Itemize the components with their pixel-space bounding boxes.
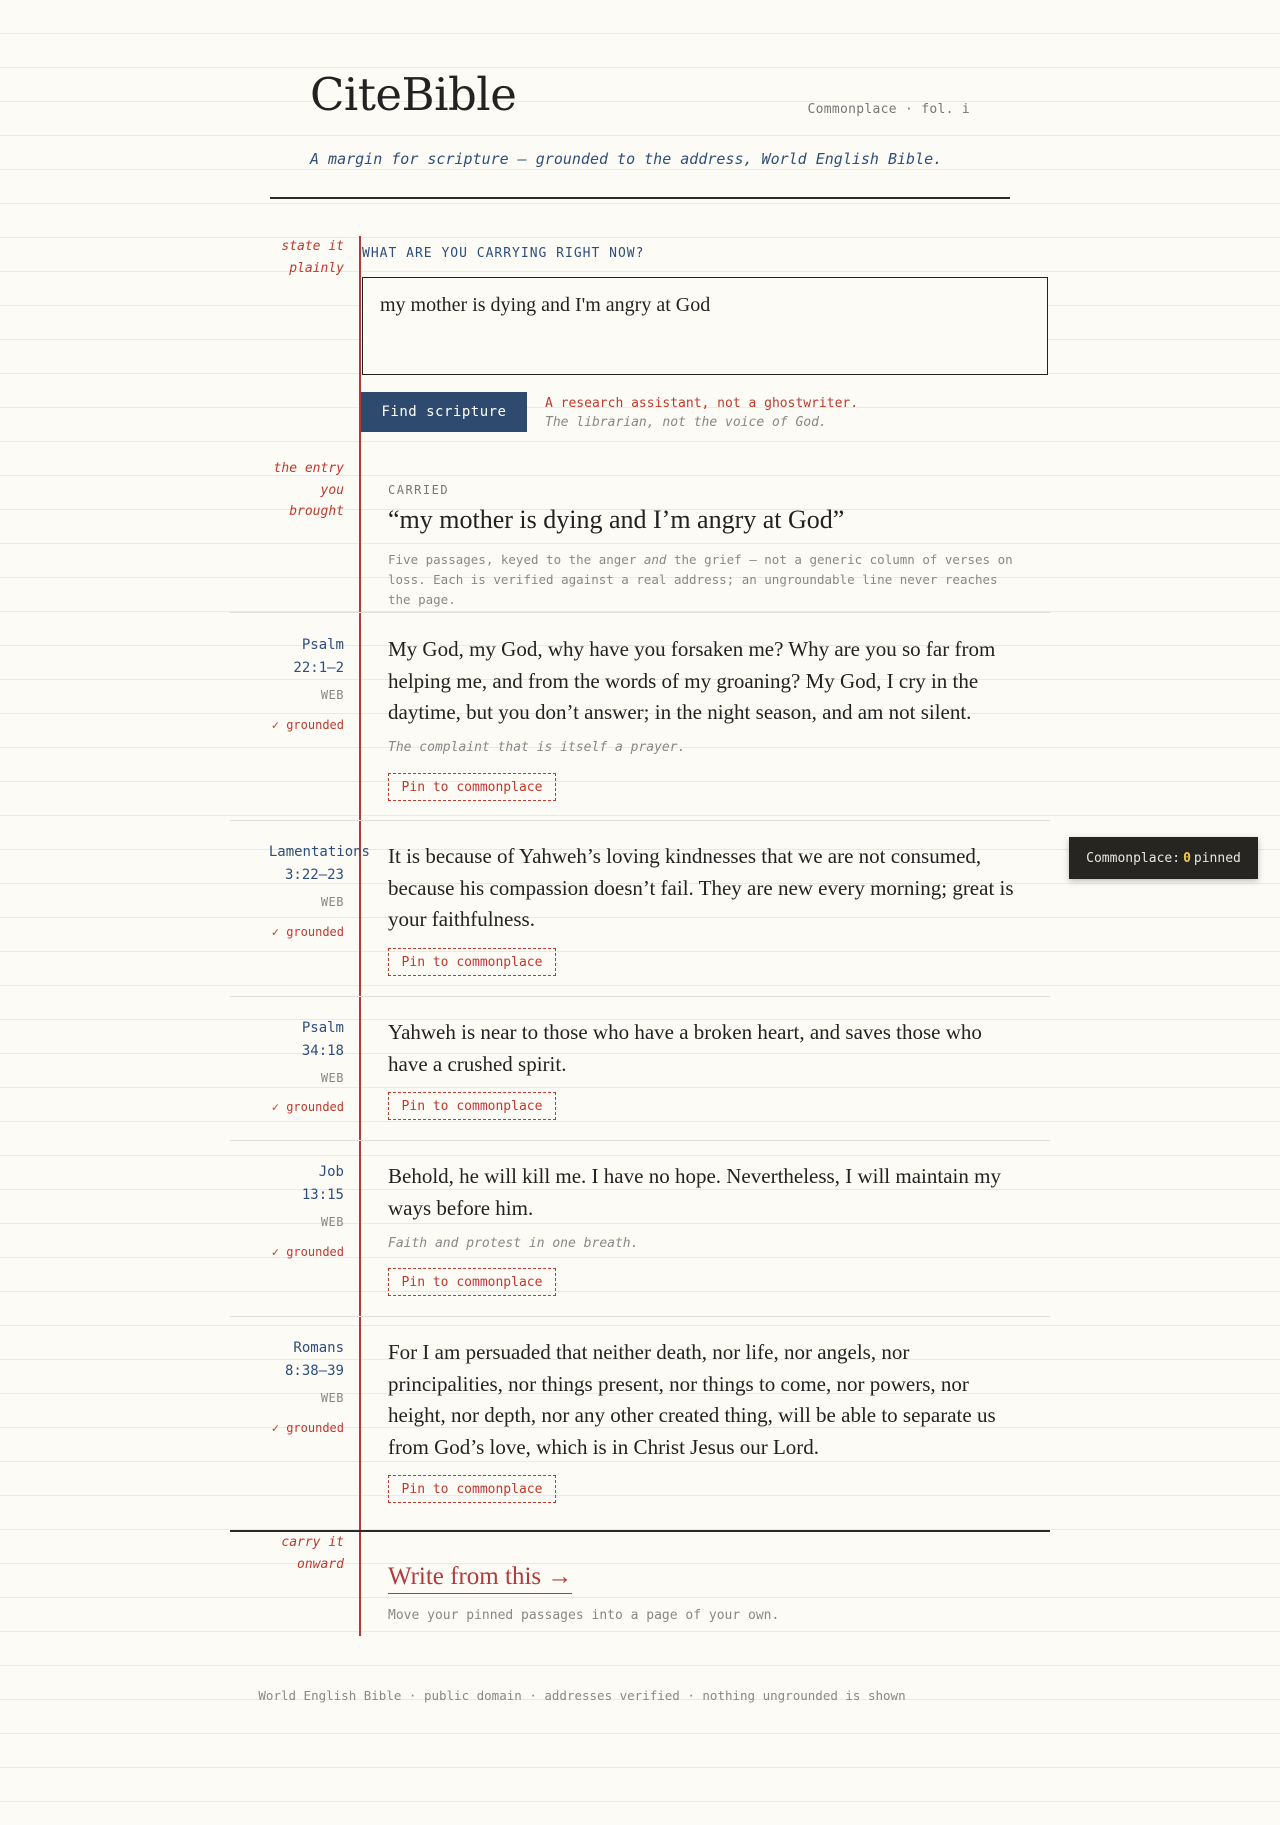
passage-reference: Lamentations 3:22–23: [268, 844, 370, 883]
passage-version: WEB: [320, 1071, 344, 1085]
pin-to-commonplace-button[interactable]: Pin to commonplace: [388, 1092, 556, 1120]
margin-note-state-it: state it plainly: [281, 239, 344, 276]
margin-note-onward: carry it onward: [281, 1535, 344, 1572]
passage-text: For I am persuaded that neither death, nor life, nor angels, nor principalities, nor things present, nor things to come, nor powers, nor height, nor depth, nor any other created thing, will be able to separate us from God’s love, which is in Christ Jesus our Lord.: [388, 1340, 996, 1459]
passage-text: My God, my God, why have you forsaken me? Why are you so far from helping me, and from the words of my groaning? My God, I cry in the daytime, but you don’t answer; in the night season, and am not silent.: [388, 637, 996, 724]
pin-to-commonplace-button[interactable]: Pin to commonplace: [388, 948, 556, 976]
passage-reference: Psalm 34:18: [301, 1020, 344, 1059]
divider: [230, 1316, 1050, 1317]
passage-version: WEB: [320, 895, 344, 909]
tagline: A margin for scripture — grounded to the address, World English Bible.: [310, 150, 943, 168]
pin-to-commonplace-button[interactable]: Pin to commonplace: [388, 1475, 556, 1503]
passage-note: The complaint that is itself a prayer.: [388, 740, 686, 755]
margin-line: [359, 236, 361, 1636]
pin-to-commonplace-button[interactable]: Pin to commonplace: [388, 1268, 556, 1296]
grounded-badge: ✓ grounded: [271, 1245, 344, 1259]
carried-quote: “my mother is dying and I’m angry at God”: [388, 505, 845, 534]
divider: [230, 820, 1050, 821]
disclaimer-line-1: A research assistant, not a ghostwriter.: [545, 396, 859, 411]
passage-reference: Psalm 22:1–2: [293, 637, 344, 676]
grounded-badge: ✓ grounded: [271, 925, 344, 939]
disclaimer-line-2: The librarian, not the voice of God.: [545, 415, 827, 430]
margin-note-entry: the entry you brought: [273, 461, 344, 519]
passage-reference: Romans 8:38–39: [284, 1340, 344, 1379]
write-from-this-subtext: Move your pinned passages into a page of your own.: [388, 1608, 780, 1623]
footer-text: World English Bible · public domain · addresses verified · nothing ungrounded is shown: [258, 1688, 906, 1703]
pinned-count: 0: [1183, 850, 1191, 866]
grounded-badge: ✓ grounded: [271, 1100, 344, 1114]
passage-text: Yahweh is near to those who have a broken heart, and saves those who have a crushed spirit.: [388, 1020, 982, 1076]
passage-version: WEB: [320, 1391, 344, 1405]
brand-title: CiteBible: [310, 68, 517, 121]
passage-reference: Job 13:15: [301, 1164, 344, 1203]
grounded-badge: ✓ grounded: [271, 718, 344, 732]
header-divider: [270, 197, 1010, 199]
pin-to-commonplace-button[interactable]: Pin to commonplace: [388, 773, 556, 801]
passage-text: Behold, he will kill me. I have no hope. Nevertheless, I will maintain my ways before him.: [388, 1164, 1001, 1220]
divider: [230, 612, 1050, 613]
folio-label: Commonplace · fol. i: [807, 102, 970, 117]
passage-note: Faith and protest in one breath.: [388, 1236, 639, 1251]
section-divider: [230, 1530, 1050, 1532]
divider: [230, 1140, 1050, 1141]
entry-textarea[interactable]: [362, 277, 1048, 375]
find-scripture-button[interactable]: Find scripture: [361, 392, 527, 432]
passage-version: WEB: [320, 1215, 344, 1229]
entry-question-label: WHAT ARE YOU CARRYING RIGHT NOW?: [362, 246, 645, 261]
write-from-this-link[interactable]: Write from this →: [388, 1563, 572, 1594]
carried-description: Five passages, keyed to the anger and the grief — not a generic column of verses on loss. Each is verified against a real address; an ungroundable line never reaches the page.: [388, 552, 1013, 607]
grounded-badge: ✓ grounded: [271, 1421, 344, 1435]
commonplace-counter-badge[interactable]: Commonplace: 0 pinned: [1069, 837, 1258, 879]
carried-label: CARRIED: [388, 483, 450, 497]
passage-text: It is because of Yahweh’s loving kindnesses that we are not consumed, because his compassion doesn’t fail. They are new every morning; great is your faithfulness.: [388, 844, 1014, 931]
passage-version: WEB: [320, 688, 344, 702]
entry-textarea-value[interactable]: my mother is dying and I'm angry at God: [380, 294, 711, 316]
divider: [230, 996, 1050, 997]
